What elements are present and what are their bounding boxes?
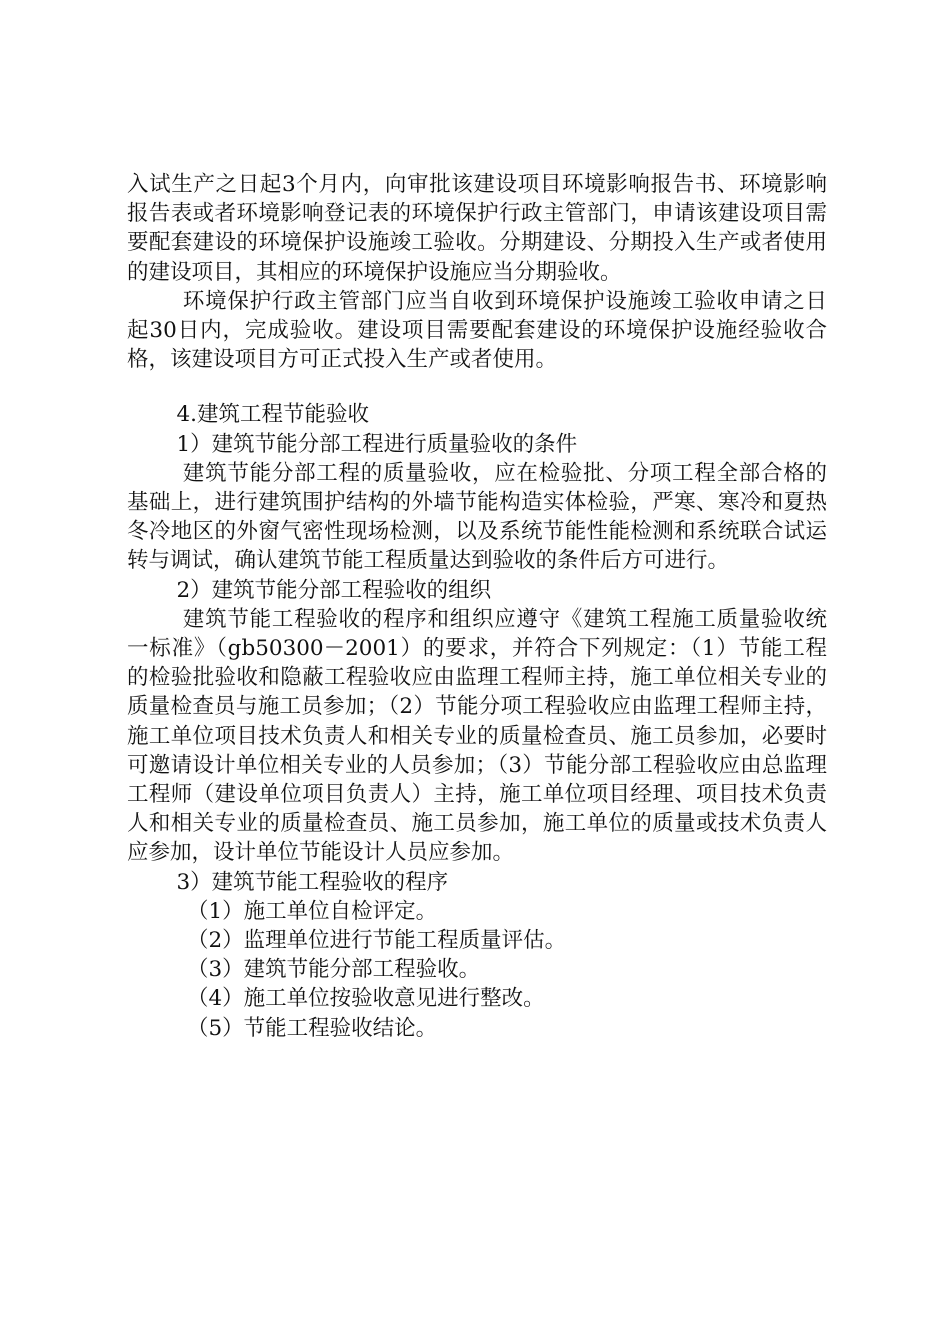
procedure-step-3: （3）建筑节能分部工程验收。 bbox=[187, 957, 481, 983]
procedure-step-4: （4）施工单位按验收意见进行整改。 bbox=[187, 986, 545, 1012]
paragraph-env-acceptance-deadline: 环境保护行政主管部门应当自收到环境保护设施竣工验收申请之日起30日内，完成验收。建设项目需要配套建设的环境保护设施经验收合格，该建设项目方可正式投入生产或者使用。 bbox=[127, 288, 827, 373]
paragraph-acceptance-conditions: 建筑节能分部工程的质量验收，应在检验批、分项工程全部合格的基础上，进行建筑围护结构的外墙节能构造实体检验，严寒、寒冷和夏热冬冷地区的外窗气密性现场检测，以及系统节能性能检测和系统联合试运转与调试，确认建筑节能工程质量达到验收的条件后方可进行。 bbox=[127, 460, 827, 574]
subheading-acceptance-procedure: 3）建筑节能工程验收的程序 bbox=[176, 869, 449, 895]
document-body bbox=[127, 170, 827, 1043]
paragraph-acceptance-organization: 建筑节能工程验收的程序和组织应遵守《建筑工程施工质量验收统一标准》（gb50300－2001）的要求，并符合下列规定：（1）节能工程的检验批验收和隐蔽工程验收应由监理工程师主持，施工单位相关专业的质量检查员与施工员参加；（2）节能分项工程验收应由监理工程师主持，施工单位项目技术负责人和相关专业的质量检查员、施工员参加，必要时可邀请设计单位相关专业的人员参加；（3）节能分部工程验收应由总监理工程师（建设单位项目负责人）主持，施工单位项目经理、项目技术负责人和相关专业的质量检查员、施工员参加，施工单位的质量或技术负责人应参加，设计单位节能设计人员应参加。 bbox=[127, 606, 827, 866]
paragraph-env-acceptance-application: 入试生产之日起3个月内，向审批该建设项目环境影响报告书、环境影响报告表或者环境影响登记表的环境保护行政主管部门，申请该建设项目需要配套建设的环境保护设施竣工验收。分期建设、分期投入生产或者使用的建设项目，其相应的环境保护设施应当分期验收。 bbox=[127, 172, 827, 285]
subheading-acceptance-organization: 2）建筑节能分部工程验收的组织 bbox=[176, 577, 492, 603]
subheading-acceptance-conditions: 1）建筑节能分部工程进行质量验收的条件 bbox=[176, 431, 578, 457]
procedure-step-5: （5）节能工程验收结论。 bbox=[187, 1015, 438, 1041]
section-gap bbox=[127, 374, 827, 400]
procedure-step-1: （1）施工单位自检评定。 bbox=[187, 898, 438, 924]
section-heading-energy-acceptance: 4.建筑工程节能验收 bbox=[176, 402, 369, 428]
procedure-step-2: （2）监理单位进行节能工程质量评估。 bbox=[187, 928, 567, 954]
